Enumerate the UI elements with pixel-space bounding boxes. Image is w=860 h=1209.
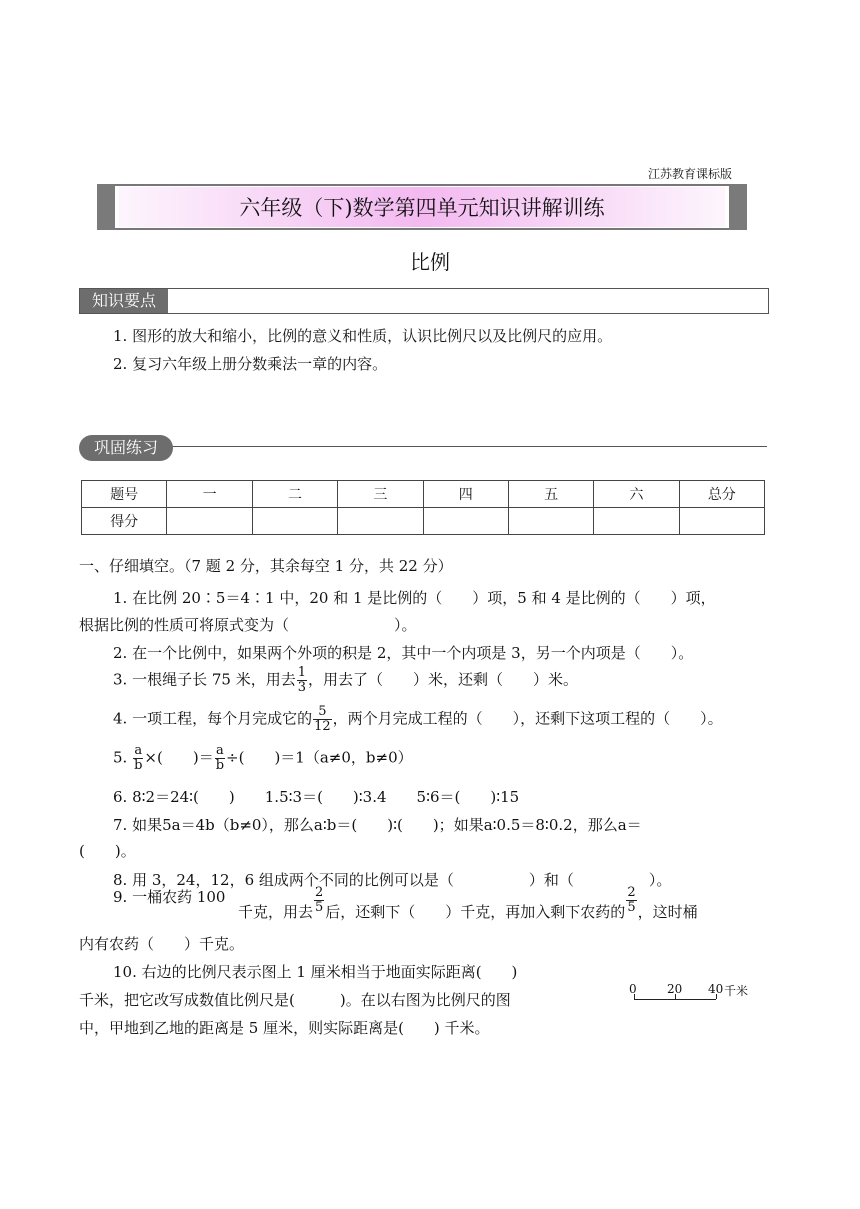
table-cell: 三 bbox=[338, 481, 423, 508]
fraction: $\frac{2}{5}$ bbox=[315, 885, 324, 915]
score-input-cell[interactable] bbox=[508, 508, 593, 535]
question-3 bbox=[113, 666, 578, 695]
question-5 bbox=[113, 744, 413, 773]
score-input-cell[interactable] bbox=[338, 508, 423, 535]
practice-section-label: 巩固练习 bbox=[79, 435, 173, 461]
table-cell: 六 bbox=[594, 481, 679, 508]
question-5-text-3: ÷( )＝1（a≠0，b≠0） bbox=[226, 748, 413, 767]
scale-axis bbox=[634, 999, 716, 1000]
knowledge-section-label: 知识要点 bbox=[80, 289, 168, 313]
question-10-line3: 中，甲地到乙地的距离是 5 厘米，则实际距离是( ) 千米。 bbox=[79, 1019, 490, 1037]
question-5-text-2: ×( )＝ bbox=[144, 748, 214, 767]
question-9-line2 bbox=[238, 880, 698, 921]
question-6: 6. 8∶2＝24∶( ) 1.5∶3＝( )∶3.4 5∶6＝( )∶15 bbox=[113, 788, 520, 806]
table-cell: 题号 bbox=[82, 481, 167, 508]
question-2: 2. 在一个比例中，如果两个外项的积是 2，其中一个内项是 3，另一个内项是（ ）。 bbox=[113, 644, 694, 662]
section1-heading: 一、仔细填空。（7 题 2 分，其余每空 1 分，共 22 分） bbox=[79, 557, 453, 575]
question-1-line2: 根据比例的性质可将原式变为（ ）。 bbox=[79, 616, 417, 634]
question-5-text: 5. bbox=[113, 748, 128, 767]
question-9-line3: 内有农药（ ）千克。 bbox=[79, 935, 245, 953]
question-4-text: 4. 一项工程，每个月完成它的 bbox=[113, 709, 313, 728]
score-input-cell[interactable] bbox=[423, 508, 508, 535]
practice-divider bbox=[170, 446, 767, 447]
question-3-text-2: ，用去了（ ）米，还剩（ ）米。 bbox=[308, 670, 579, 689]
scale-label: 20 bbox=[667, 982, 683, 996]
table-row bbox=[82, 508, 765, 535]
score-input-cell[interactable] bbox=[167, 508, 252, 535]
publisher-label: 江苏教育课标版 bbox=[648, 167, 733, 181]
fraction: $\frac{5}{12}$ bbox=[314, 704, 331, 734]
title-banner bbox=[97, 184, 747, 230]
table-cell: 四 bbox=[423, 481, 508, 508]
scale-unit: 千米 bbox=[724, 984, 749, 998]
question-4-text-2: ，两个月完成工程的（ ），还剩下这项工程的（ ）。 bbox=[332, 709, 723, 728]
fraction: $\frac{1}{3}$ bbox=[297, 665, 306, 695]
question-3-text: 3. 一根绳子长 75 米，用去 bbox=[113, 670, 296, 689]
question-10-line2: 千米，把它改写成数值比例尺是( )。在以右图为比例尺的图 bbox=[79, 991, 511, 1009]
score-input-cell[interactable] bbox=[252, 508, 337, 535]
question-9-text-3: ，这时桶 bbox=[637, 902, 698, 921]
scale-label: 0 bbox=[629, 982, 637, 996]
table-cell: 得分 bbox=[82, 508, 167, 535]
knowledge-section-header bbox=[79, 288, 769, 314]
fraction: $\frac{a}{b}$ bbox=[215, 743, 225, 773]
page-title: 六年级（下)数学第四单元知识讲解训练 bbox=[119, 187, 725, 227]
question-1-line1: 1. 在比例 20∶5＝4∶1 中，20 和 1 是比例的（ ）项，5 和 4 是比例的（ ）项， bbox=[113, 589, 716, 607]
table-cell: 二 bbox=[252, 481, 337, 508]
table-cell: 五 bbox=[508, 481, 593, 508]
question-10-line1: 10. 右边的比例尺表示图上 1 厘米相当于地面实际距离( ) bbox=[113, 963, 518, 981]
question-9-text-2: 后，还剩下（ ）千克，再加入剩下农药的 bbox=[325, 902, 626, 921]
fraction: $\frac{a}{b}$ bbox=[134, 743, 143, 773]
table-cell: 一 bbox=[167, 481, 252, 508]
knowledge-item-2: 2. 复习六年级上册分数乘法一章的内容。 bbox=[113, 355, 388, 373]
question-7-line2: ( )。 bbox=[79, 842, 136, 860]
scale-bar bbox=[628, 982, 768, 1012]
table-row bbox=[82, 481, 765, 508]
lesson-title: 比例 bbox=[410, 250, 450, 274]
question-9-line1: 9. 一桶农药 100 bbox=[113, 888, 226, 906]
scale-label: 40 bbox=[708, 982, 724, 996]
question-7-line1: 7. 如果5a＝4b（b≠0），那么a∶b＝( )∶( )；如果a∶0.5＝8∶0.2，那么a＝ bbox=[113, 816, 642, 834]
score-table bbox=[81, 480, 765, 535]
table-cell: 总分 bbox=[679, 481, 764, 508]
question-4 bbox=[113, 705, 723, 734]
question-9-text: 千克，用去 bbox=[238, 902, 314, 921]
score-input-cell[interactable] bbox=[679, 508, 764, 535]
score-input-cell[interactable] bbox=[594, 508, 679, 535]
fraction: $\frac{2}{5}$ bbox=[627, 885, 636, 915]
question-8: 8. 用 3，24，12，6 组成两个不同的比例可以是（ ）和（ ）。 bbox=[113, 871, 672, 889]
knowledge-item-1: 1. 图形的放大和缩小，比例的意义和性质，认识比例尺以及比例尺的应用。 bbox=[113, 327, 613, 345]
